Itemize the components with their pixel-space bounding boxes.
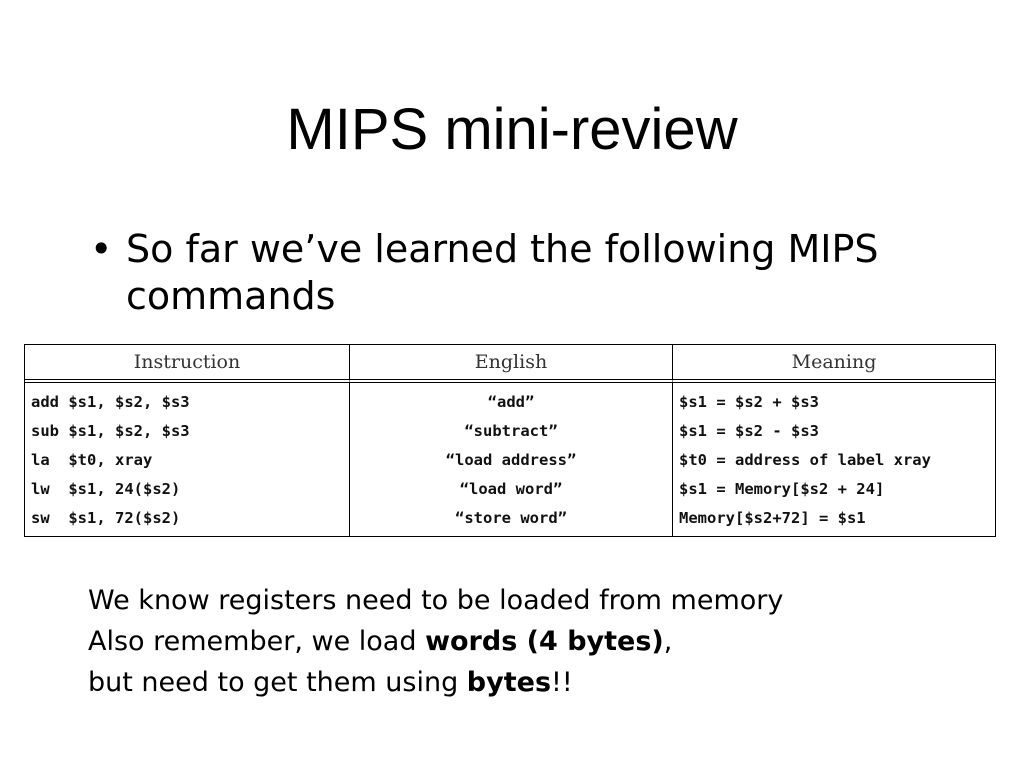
table-row — [25, 445, 995, 474]
cell-instruction: la $t0, xray — [25, 445, 350, 474]
cell-meaning: $s1 = $s2 + $s3 — [679, 392, 819, 411]
note-line-2-tail: , — [663, 626, 673, 657]
note-line-3-text: but need to get them using — [88, 667, 467, 698]
header-english: English — [350, 345, 673, 383]
note-line-1: We know registers need to be loaded from memory — [88, 585, 784, 616]
bullet-point — [90, 226, 970, 320]
table-row — [25, 416, 995, 445]
cell-english: “load word” — [350, 474, 673, 503]
cell-instruction: sw $s1, 72($s2) — [25, 503, 350, 536]
bullet-dot-icon: • — [90, 227, 113, 271]
notes-block — [88, 580, 988, 703]
cell-english: “add” — [350, 383, 673, 416]
cell-english: “subtract” — [350, 416, 673, 445]
cell-instruction: add $s1, $s2, $s3 — [25, 383, 350, 416]
cell-meaning: Memory[$s2+72] = $s1 — [679, 508, 866, 527]
note-line-2-text: Also remember, we load — [88, 626, 426, 657]
note-line-2-bold: words (4 bytes) — [425, 626, 664, 657]
cell-meaning: $s1 = $s2 - $s3 — [679, 421, 819, 440]
mips-commands-table — [24, 344, 996, 537]
cell-meaning: $s1 = Memory[$s2 + 24] — [679, 479, 885, 498]
table-header-row — [25, 345, 995, 383]
header-instruction: Instruction — [25, 345, 350, 383]
cell-english: “load address” — [350, 445, 673, 474]
note-line-3 — [88, 662, 988, 703]
table-row — [25, 383, 995, 416]
table-row — [25, 503, 995, 536]
slide-title: MIPS mini-review — [286, 97, 738, 162]
table-row — [25, 474, 995, 503]
note-line-3-tail: !! — [551, 667, 573, 698]
note-line-2 — [88, 621, 988, 662]
cell-english: “store word” — [350, 503, 673, 536]
bullet-text: So far we’ve learned the following MIPS commands — [126, 227, 879, 318]
cell-instruction: lw $s1, 24($s2) — [25, 474, 350, 503]
note-line-3-bold: bytes — [466, 667, 552, 698]
cell-instruction: sub $s1, $s2, $s3 — [25, 416, 350, 445]
cell-meaning: $t0 = address of label xray — [679, 450, 931, 469]
header-meaning: Meaning — [673, 345, 995, 383]
